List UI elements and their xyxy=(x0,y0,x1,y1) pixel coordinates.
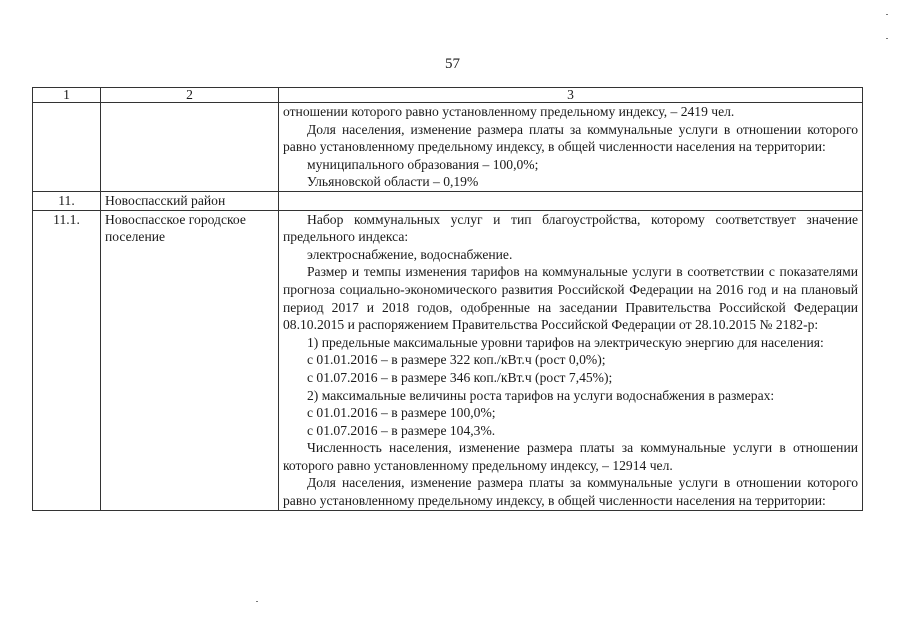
settlement-list-item: с 01.01.2016 – в размере 322 коп./кВт.ч (рост 0,0%); xyxy=(307,352,606,368)
continuation-paragraph: Доля населения, изменение размера платы за коммунальные услуги в отношении которого равно установленному предельному индексу, в общей численности населения на территории: xyxy=(283,121,858,155)
continuation-num-cell xyxy=(33,103,101,192)
district-text-cell xyxy=(279,191,863,210)
header-col-1: 1 xyxy=(33,88,101,103)
settlement-list-item: с 01.07.2016 – в размере 104,3%. xyxy=(307,422,496,438)
scan-speck xyxy=(256,601,258,602)
scan-speck xyxy=(886,38,888,39)
settlement-list-item: 2) максимальные величины роста тарифов на услуги водоснабжения в размерах: xyxy=(307,387,775,403)
continuation-list-item: Ульяновской области – 0,19% xyxy=(307,174,479,190)
settlement-paragraph: 1) предельные максимальные уровни тарифов на электрическую энергию для населения: xyxy=(307,334,824,350)
district-number: 11. xyxy=(33,191,101,210)
header-col-2: 2 xyxy=(101,88,279,103)
scan-speck xyxy=(886,14,888,15)
settlement-paragraph: Численность населения, изменение размера платы за коммунальные услуги в отношении которого равно установленному предельному индексу, – 12914 чел. xyxy=(283,440,858,473)
header-col-3: 3 xyxy=(279,88,863,103)
settlement-paragraph: Размер и темпы изменения тарифов на коммунальные услуги в соответствии с показателями прогноза социально-экономического развития Российской Федерации на 2016 год и на плановый период 2017 и 2018 годов, одобренные на заседании Правительства Российской Федерации 08.10.2015 и распоряжением Правительства Российской Федерации от 28.10.2015 № 2182-р: xyxy=(283,264,858,333)
settlement-row xyxy=(33,210,863,510)
settlement-list-item: с 01.07.2016 – в размере 346 коп./кВт.ч (рост 7,45%); xyxy=(307,369,613,385)
table-header-row xyxy=(33,88,863,103)
settlement-name: Новоспасское городское поселение xyxy=(101,210,279,510)
settlement-number: 11.1. xyxy=(33,210,101,510)
continuation-row xyxy=(33,103,863,192)
tariff-table xyxy=(32,87,863,511)
settlement-text-cell xyxy=(279,210,863,510)
continuation-text-cell xyxy=(279,103,863,192)
settlement-list-item: с 01.01.2016 – в размере 100,0%; xyxy=(307,405,496,421)
page-bottom-margin xyxy=(32,589,862,640)
settlement-paragraph: Набор коммунальных услуг и тип благоустройства, которому соответствует значение предельного индекса: xyxy=(283,211,858,245)
settlement-paragraph: Доля населения, изменение размера платы за коммунальные услуги в отношении которого равно установленному предельному индексу, в общей численности населения на территории: xyxy=(283,475,858,509)
settlement-list-item: электроснабжение, водоснабжение. xyxy=(307,246,513,262)
district-name: Новоспасский район xyxy=(101,191,279,210)
continuation-name-cell xyxy=(101,103,279,192)
page-number: 57 xyxy=(445,56,460,72)
district-row xyxy=(33,191,863,210)
continuation-line: отношении которого равно установленному предельному индексу, – 2419 чел. xyxy=(283,104,735,119)
continuation-list-item: муниципального образования – 100,0%; xyxy=(307,156,539,172)
